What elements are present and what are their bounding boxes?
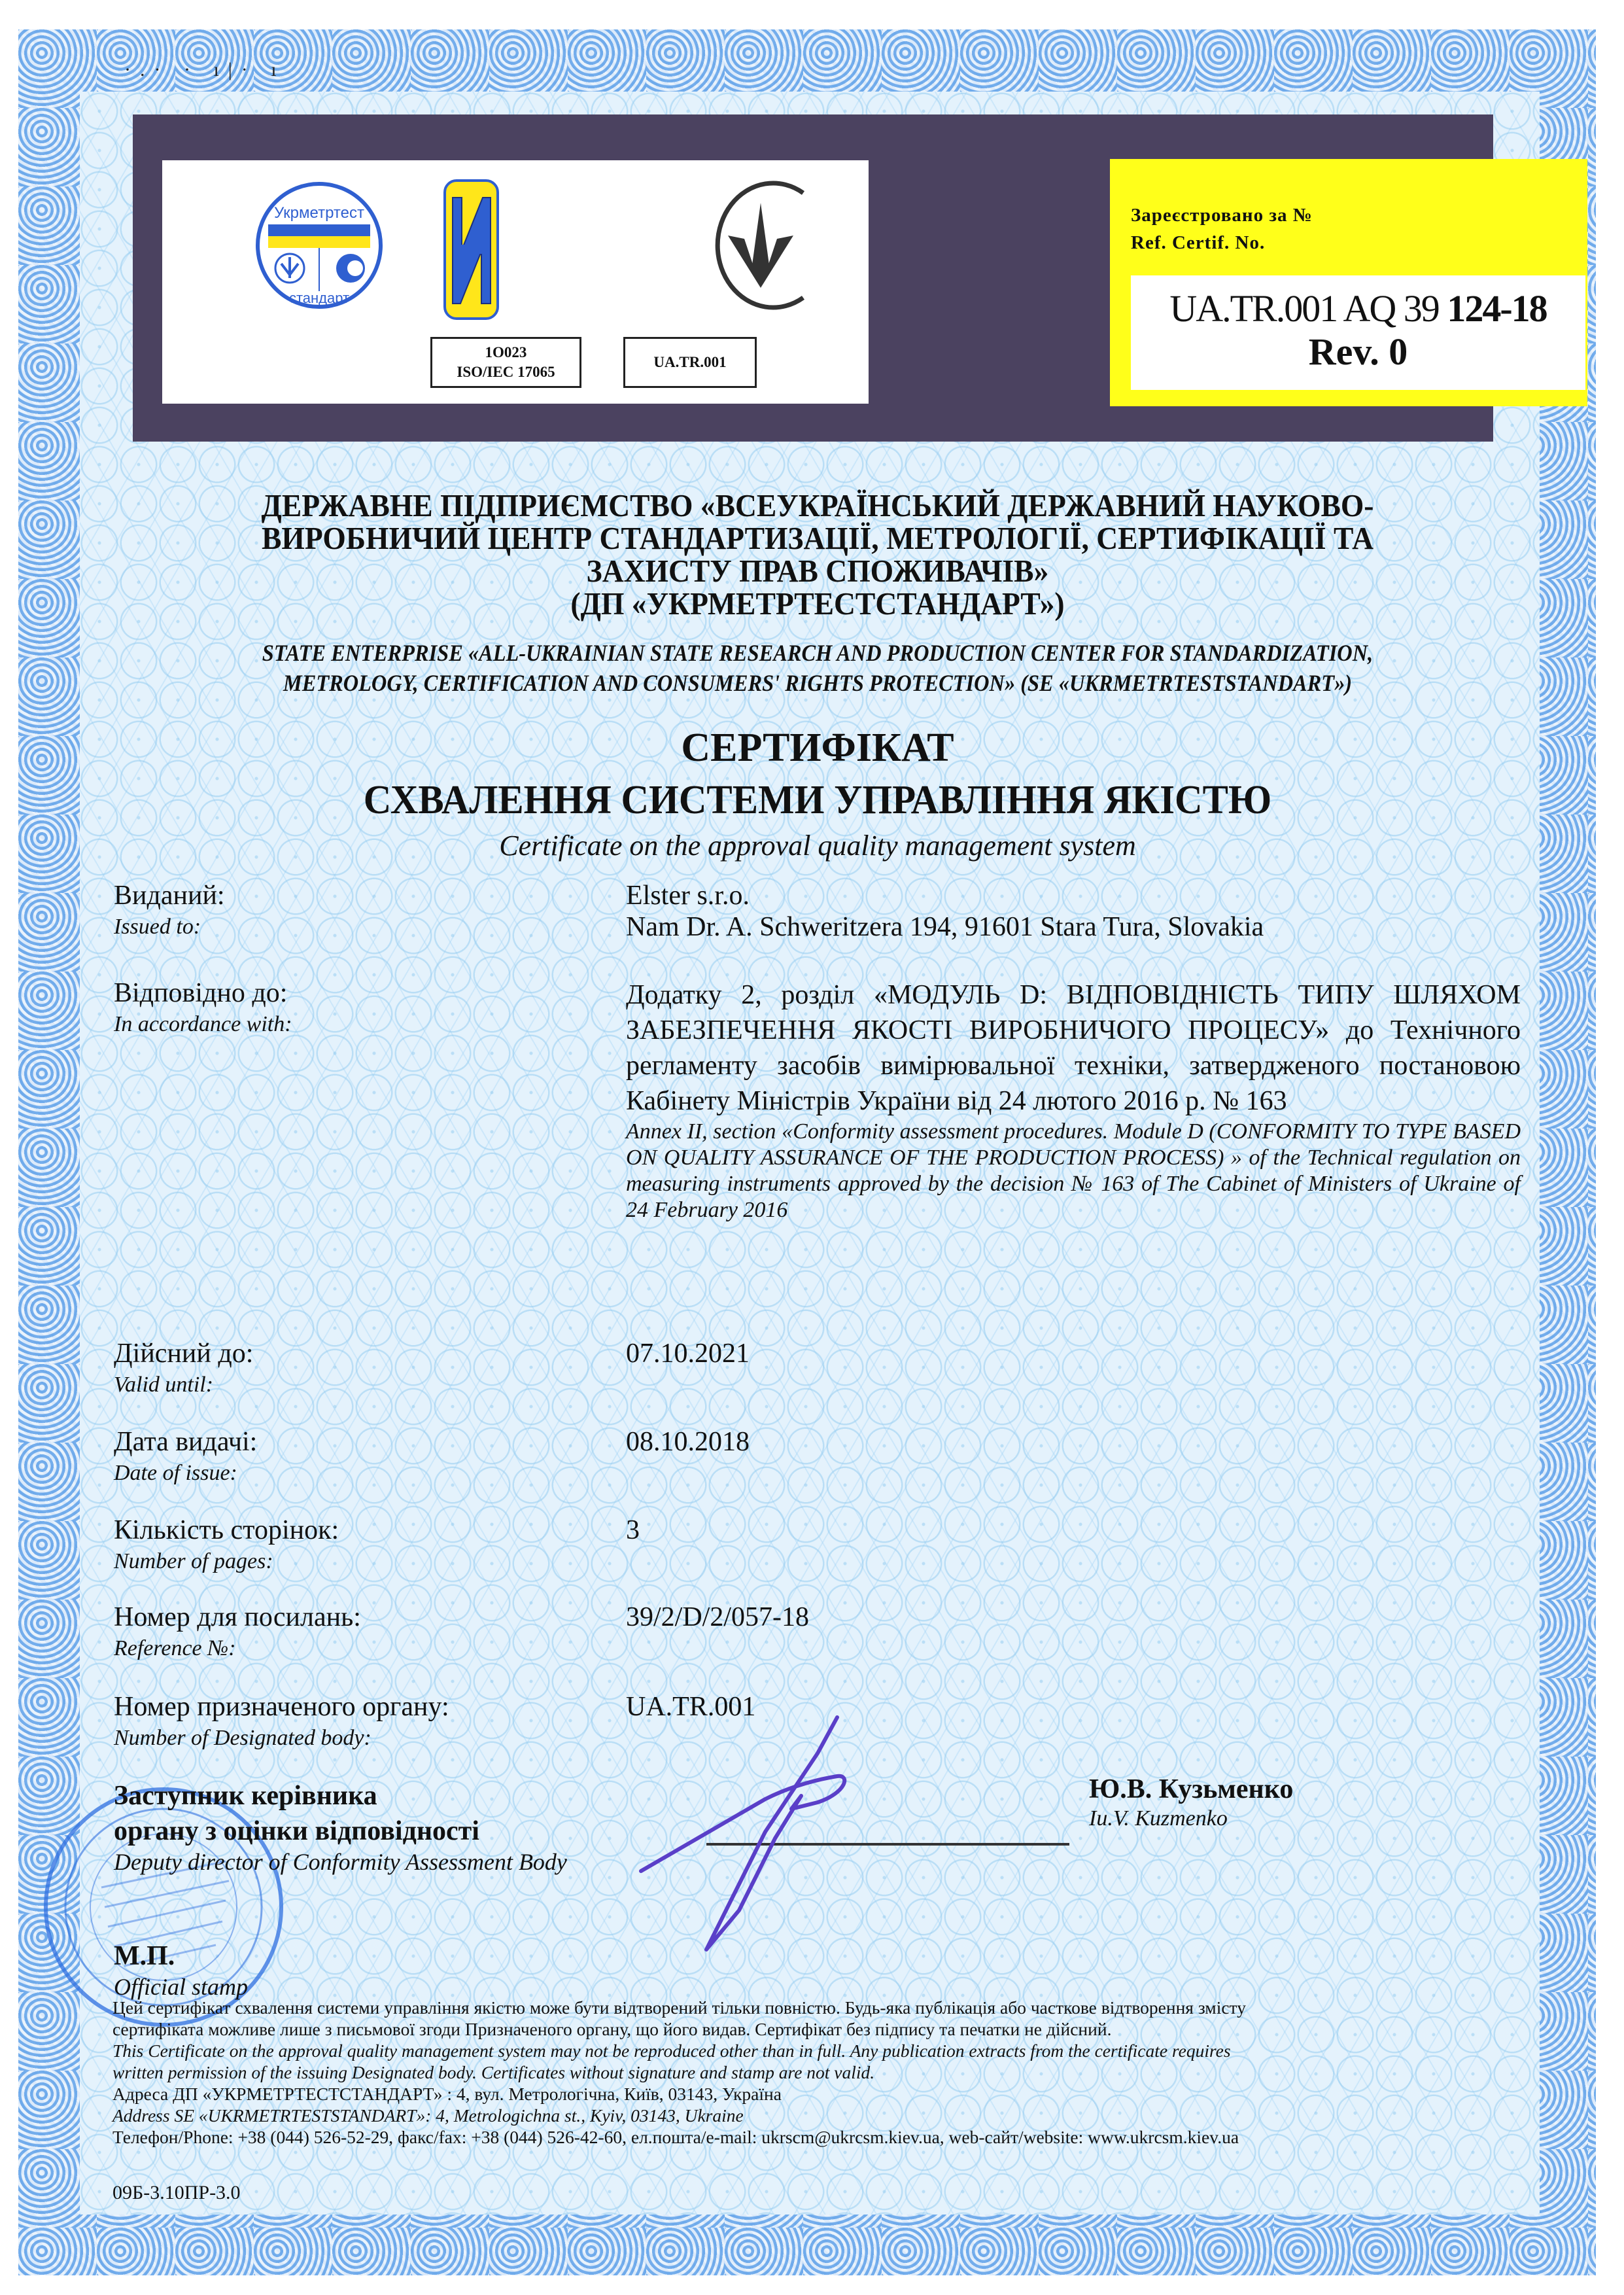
accordance-label-ua: Відповідно до: bbox=[114, 978, 288, 1008]
company-name: Elster s.r.o. bbox=[626, 881, 750, 911]
ukrainian-conformity-mark-icon bbox=[705, 173, 816, 317]
notice-en-line1: This Certificate on the approval quality management system may not be reproduced other than in full. Any publication extracts from the certificate requires bbox=[112, 2041, 1231, 2061]
registration-number bbox=[1131, 287, 1585, 330]
certificate-subtitle: СХВАЛЕННЯ СИСТЕМИ УПРАВЛІННЯ ЯКІСТЮ bbox=[363, 778, 1272, 822]
ia-accreditation-logo-icon bbox=[443, 179, 499, 320]
accreditation-standard: ISO/IEC 17065 bbox=[457, 364, 555, 380]
designated-body-code: UA.TR.001 bbox=[653, 354, 727, 370]
valid-until-label-ua: Дійсний до: bbox=[114, 1339, 254, 1369]
certificate-title-en: Certificate on the approval quality management system bbox=[499, 830, 1136, 862]
signer-name-ua: Ю.В. Кузьменко bbox=[1089, 1774, 1294, 1804]
stamp-label bbox=[114, 1940, 248, 2001]
accordance-value-ua: Додатку 2, розділ «МОДУЛЬ D: ВІДПОВІДНІСТЬ ТИПУ ШЛЯХОМ ЗАБЕЗПЕЧЕННЯ ЯКОСТІ ВИРОБНИЧОГО ПРОЦЕСУ» до Технічного регламенту засобів вимірювальної техніки, затвердженого постановою Кабінету Міністрів України від 24 лютого 2016 р. № 163 bbox=[626, 980, 1521, 1116]
pages-label-en: Number of pages: bbox=[114, 1549, 273, 1573]
notice-ua-line2: сертифіката можливе лише з письмової згоди Призначеного органу, що його видав. Сертифікат без підпису та печатки не дійсний. bbox=[112, 2019, 1112, 2039]
role-ua-line2: органу з оцінки відповідності bbox=[114, 1816, 479, 1846]
reference-label-ua: Номер для посилань: bbox=[114, 1602, 361, 1632]
scan-marks: ·.· · ı|· ı bbox=[124, 59, 286, 80]
logo-top-text: Укрметртест bbox=[274, 204, 364, 222]
registration-number-suffix: 124-18 bbox=[1447, 287, 1547, 330]
contacts: Телефон/Phone: +38 (044) 526-52-29, факс/fax: +38 (044) 526-42-60, ел.пошта/e-mail: ukrscm@ukrcsm.kiev.ua, web-сайт/website: www.ukrcsm.kiev.ua bbox=[112, 2127, 1239, 2147]
stamp-label-ua: М.П. bbox=[114, 1941, 175, 1971]
designated-body-value: UA.TR.001 bbox=[626, 1692, 756, 1722]
registration-number-prefix: UA.TR.001 AQ 39 bbox=[1169, 287, 1447, 330]
org-ua-line: ДЕРЖАВНЕ ПІДПРИЄМСТВО «ВСЕУКРАЇНСЬКИЙ ДЕРЖАВНИЙ НАУКОВО- bbox=[261, 487, 1374, 523]
role-en: Deputy director of Conformity Assessment Body bbox=[114, 1849, 567, 1875]
company-address: Nam Dr. A. Schweritzera 194, 91601 Stara Tura, Slovakia bbox=[626, 912, 1264, 942]
logos-panel bbox=[162, 160, 869, 404]
handwritten-signature-icon bbox=[621, 1701, 975, 1963]
header-band bbox=[133, 114, 1547, 442]
registration-number-panel bbox=[1131, 275, 1585, 390]
issued-to-label-ua: Виданий: bbox=[114, 881, 225, 911]
reference-value: 39/2/D/2/057-18 bbox=[626, 1602, 809, 1632]
valid-until-value: 07.10.2021 bbox=[626, 1339, 750, 1369]
issued-to-label-en: Issued to: bbox=[114, 915, 201, 939]
accordance-value bbox=[626, 977, 1521, 1223]
certificate-title: СЕРТИФІКАТ bbox=[681, 726, 954, 770]
organization-name-en bbox=[170, 638, 1465, 698]
form-code: 09Б-3.10ПР-3.0 bbox=[112, 2182, 241, 2203]
logo-bottom-text: стандарт bbox=[288, 290, 350, 306]
organization-name-ua bbox=[148, 489, 1487, 620]
pages-value: 3 bbox=[626, 1515, 640, 1545]
stamp-label-en: Official stamp bbox=[114, 1974, 248, 2000]
registration-box bbox=[1110, 159, 1587, 406]
org-ua-line: ЗАХИСТУ ПРАВ СПОЖИВАЧІВ» bbox=[586, 553, 1049, 589]
org-ua-line: ВИРОБНИЧИЙ ЦЕНТР СТАНДАРТИЗАЦІЇ, МЕТРОЛОГІЇ, СЕРТИФІКАЦІЇ ТА bbox=[262, 520, 1373, 556]
designated-body-code-box bbox=[623, 337, 757, 388]
date-of-issue-label-ua: Дата видачі: bbox=[114, 1427, 258, 1457]
address-ua: Адреса ДП «УКРМЕТРТЕСТСТАНДАРТ» : 4, вул. Метрологічна, Київ, 03143, Україна bbox=[112, 2084, 782, 2104]
date-of-issue-label-en: Date of issue: bbox=[114, 1461, 237, 1485]
signer-name-en: Iu.V. Kuzmenko bbox=[1089, 1806, 1228, 1831]
accordance-value-en: Annex II, section «Conformity assessment procedures. Module D (CONFORMITY TO TYPE BASED ON QUALITY ASSURANCE OF THE PRODUCTION PROCESS) » of the Technical regulation on measuring instruments approved by the decision № 163 of The Cabinet of Ministers of Ukraine of 24 February 2016 bbox=[626, 1119, 1521, 1222]
address-en: Address SE «UKRMETRTESTSTANDART»: 4, Metrologichna st., Kyiv, 03143, Ukraine bbox=[112, 2105, 744, 2126]
pages-label-ua: Кількість сторінок: bbox=[114, 1515, 339, 1545]
notice-en-line2: written permission of the issuing Designated body. Certificates without signature and stamp are not valid. bbox=[112, 2062, 875, 2082]
signer bbox=[1089, 1773, 1293, 1832]
signatory-role bbox=[114, 1778, 567, 1875]
revision: Rev. 0 bbox=[1308, 330, 1408, 373]
accreditation-code-box bbox=[430, 337, 581, 388]
issued-to-value bbox=[626, 880, 1521, 943]
footer-notice bbox=[112, 1997, 1538, 2148]
accordance-label-en: In accordance with: bbox=[114, 1012, 292, 1036]
valid-until-label-en: Valid until: bbox=[114, 1373, 214, 1397]
date-of-issue-value: 08.10.2018 bbox=[626, 1427, 750, 1457]
registration-label bbox=[1131, 201, 1313, 256]
registration-label-ua: Зареєстровано за № bbox=[1131, 205, 1313, 226]
accreditation-code: 1O023 bbox=[485, 344, 527, 360]
designated-body-label-ua: Номер призначеного органу: bbox=[114, 1692, 449, 1722]
registration-label-en: Ref. Certif. No. bbox=[1131, 232, 1266, 253]
designated-body-label-en: Number of Designated body: bbox=[114, 1726, 371, 1750]
org-en-line: STATE ENTERPRISE «ALL-UKRAINIAN STATE RESEARCH AND PRODUCTION CENTER FOR STANDARDIZATION, bbox=[262, 640, 1373, 666]
role-ua-line1: Заступник керівника bbox=[114, 1781, 377, 1811]
org-en-line: METROLOGY, CERTIFICATION AND CONSUMERS' RIGHTS PROTECTION» (SE «UKRMETRTESTSTANDART») bbox=[283, 670, 1353, 696]
ukrmetrteststandart-logo-icon bbox=[254, 180, 385, 311]
org-ua-line: (ДП «УКРМЕТРТЕСТСТАНДАРТ») bbox=[570, 586, 1065, 622]
notice-ua-line1: Цей сертифікат схвалення системи управління якістю може бути відтворений тільки повністю. Будь-яка публікація або часткове відтворення змісту bbox=[112, 1997, 1246, 2018]
reference-label-en: Reference №: bbox=[114, 1636, 236, 1660]
